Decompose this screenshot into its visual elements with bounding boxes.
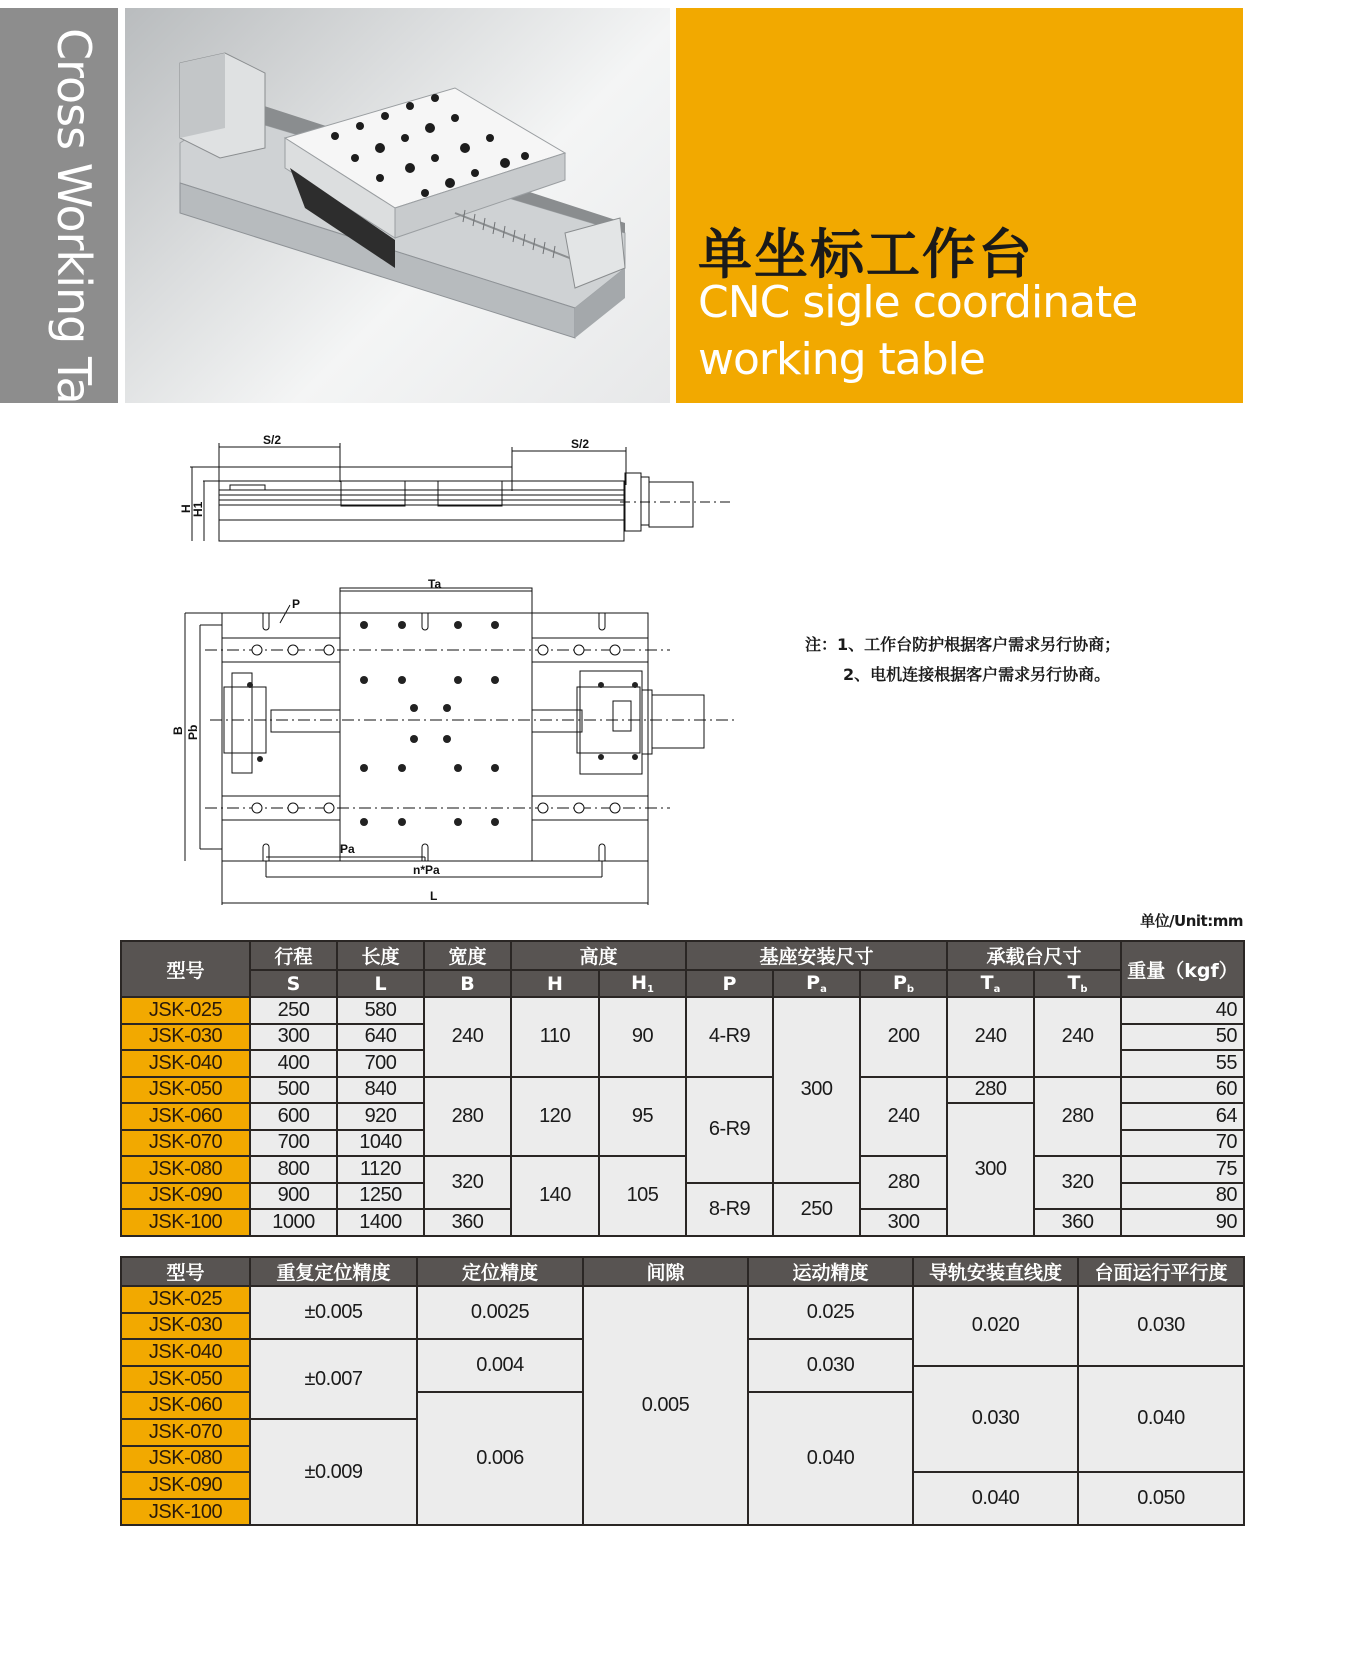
cell-s: 900	[250, 1183, 337, 1210]
cell-h1: 105	[599, 1156, 686, 1236]
cell-b: 240	[424, 997, 511, 1077]
cell-motion: 0.030	[748, 1339, 913, 1392]
cell-model: JSK-025	[121, 1286, 250, 1313]
col-weight: 重量（kgf）	[1121, 941, 1244, 997]
cell-parallel: 0.030	[1078, 1286, 1244, 1366]
col-stroke: 行程	[250, 941, 337, 970]
cell-model: JSK-030	[121, 1313, 250, 1340]
col-base-mount: 基座安装尺寸	[686, 941, 947, 970]
col-tb: $T_b$	[1034, 970, 1121, 997]
cell-s: 1000	[250, 1209, 337, 1236]
col-pa: $P_a$	[773, 970, 860, 997]
cell-repeat: ±0.009	[250, 1419, 417, 1525]
cell-tb: 240	[1034, 997, 1121, 1077]
cell-h: 110	[511, 997, 599, 1077]
cell-weight: 40	[1121, 997, 1244, 1024]
table-row	[121, 1156, 1244, 1183]
col-parallelism: 台面运行平行度	[1078, 1257, 1244, 1286]
col-rail-straightness: 导轨安装直线度	[913, 1257, 1078, 1286]
cell-parallel: 0.050	[1078, 1472, 1244, 1525]
title-en	[698, 274, 1137, 388]
cell-ta: 280	[947, 1077, 1034, 1104]
cell-pb: 300	[860, 1209, 947, 1236]
cell-weight: 60	[1121, 1077, 1244, 1104]
cell-h: 140	[511, 1156, 599, 1236]
cell-ta: 240	[947, 997, 1034, 1077]
cell-p: 4-R9	[686, 997, 773, 1077]
cell-p: 6-R9	[686, 1077, 773, 1183]
col-h: H	[511, 970, 599, 997]
cell-tb: 280	[1034, 1077, 1121, 1157]
cell-weight: 64	[1121, 1103, 1244, 1130]
cell-model: JSK-070	[121, 1130, 250, 1157]
cell-model: JSK-100	[121, 1499, 250, 1526]
col-repeat-accuracy: 重复定位精度	[250, 1257, 417, 1286]
dim-p: P	[292, 597, 301, 611]
dim-b: B	[171, 726, 185, 735]
cell-s: 800	[250, 1156, 337, 1183]
col-width: 宽度	[424, 941, 511, 970]
cell-l: 640	[337, 1024, 424, 1051]
top-view	[171, 577, 735, 905]
table-row	[121, 1077, 1244, 1104]
cell-weight: 55	[1121, 1050, 1244, 1077]
cell-model: JSK-060	[121, 1103, 250, 1130]
cell-repeat: ±0.007	[250, 1339, 417, 1419]
col-h1: $H_1$	[599, 970, 686, 997]
cell-l: 1040	[337, 1130, 424, 1157]
accuracy-table	[120, 1256, 1245, 1526]
working-table-photo-icon	[125, 8, 670, 403]
cell-b: 360	[424, 1209, 511, 1236]
cell-rail: 0.040	[913, 1472, 1078, 1525]
cell-model: JSK-070	[121, 1419, 250, 1446]
col-l: L	[337, 970, 424, 997]
col-pb: $P_b$	[860, 970, 947, 997]
cell-l: 1250	[337, 1183, 424, 1210]
unit-label: 单位/Unit:mm	[1140, 912, 1243, 930]
side-label: Cross Working Table	[47, 28, 101, 471]
cell-model: JSK-040	[121, 1339, 250, 1366]
dim-h1: H1	[191, 501, 205, 517]
cell-weight: 80	[1121, 1183, 1244, 1210]
cell-position: 0.004	[417, 1339, 583, 1392]
cell-s: 300	[250, 1024, 337, 1051]
cell-tb: 320	[1034, 1156, 1121, 1209]
title-en-line1: CNC sigle coordinate	[698, 277, 1138, 328]
cell-l: 700	[337, 1050, 424, 1077]
cell-pa: 300	[773, 997, 860, 1183]
col-ta: $T_a$	[947, 970, 1034, 997]
cell-model: JSK-060	[121, 1392, 250, 1419]
cell-h1: 90	[599, 997, 686, 1077]
cell-position: 0.006	[417, 1392, 583, 1525]
cell-tb: 360	[1034, 1209, 1121, 1236]
cell-s: 600	[250, 1103, 337, 1130]
col-model: 型号	[121, 941, 250, 997]
col-motion-accuracy: 运动精度	[748, 1257, 913, 1286]
cell-model: JSK-040	[121, 1050, 250, 1077]
spec-table	[120, 940, 1245, 1237]
cell-model: JSK-030	[121, 1024, 250, 1051]
cell-repeat: ±0.005	[250, 1286, 417, 1339]
cell-weight: 75	[1121, 1156, 1244, 1183]
cell-l: 840	[337, 1077, 424, 1104]
table-row	[121, 997, 1244, 1024]
cell-model: JSK-080	[121, 1446, 250, 1473]
side-band	[0, 8, 118, 471]
col-b: B	[424, 970, 511, 997]
title-cn: 单坐标工作台	[698, 223, 1034, 286]
product-photo	[125, 8, 670, 403]
cell-s: 400	[250, 1050, 337, 1077]
cell-model: JSK-025	[121, 997, 250, 1024]
cell-l: 1120	[337, 1156, 424, 1183]
cell-b: 280	[424, 1077, 511, 1157]
cell-h1: 95	[599, 1077, 686, 1157]
col-p: P	[686, 970, 773, 997]
col-backlash: 间隙	[583, 1257, 748, 1286]
col-carriage: 承载台尺寸	[947, 941, 1121, 970]
cell-weight: 90	[1121, 1209, 1244, 1236]
cell-model: JSK-090	[121, 1472, 250, 1499]
cell-s: 700	[250, 1130, 337, 1157]
cell-p: 8-R9	[686, 1183, 773, 1236]
cell-l: 1400	[337, 1209, 424, 1236]
col-s: S	[250, 970, 337, 997]
cell-position: 0.0025	[417, 1286, 583, 1339]
dim-n-pa: n*Pa	[413, 863, 440, 877]
cell-h: 120	[511, 1077, 599, 1157]
table-row	[121, 1286, 1244, 1313]
cell-parallel: 0.040	[1078, 1366, 1244, 1472]
cell-model: JSK-050	[121, 1366, 250, 1393]
col-height: 高度	[511, 941, 686, 970]
cell-weight: 50	[1121, 1024, 1244, 1051]
technical-drawing	[160, 425, 760, 920]
cell-pb: 240	[860, 1077, 947, 1157]
cell-model: JSK-100	[121, 1209, 250, 1236]
dim-l: L	[430, 889, 438, 903]
cell-pa: 250	[773, 1183, 860, 1236]
cell-rail: 0.020	[913, 1286, 1078, 1366]
side-view	[179, 433, 732, 541]
title-en-line2: working table	[698, 334, 985, 385]
note-line-2: 2、电机连接根据客户需求另行协商。	[843, 665, 1111, 684]
notes	[805, 630, 1120, 690]
cell-backlash: 0.005	[583, 1286, 748, 1525]
cell-s: 500	[250, 1077, 337, 1104]
cell-motion: 0.025	[748, 1286, 913, 1339]
col-model: 型号	[121, 1257, 250, 1286]
cell-l: 580	[337, 997, 424, 1024]
cell-motion: 0.040	[748, 1392, 913, 1525]
note-line-1: 注：1、工作台防护根据客户需求另行协商；	[805, 635, 1121, 654]
dim-h: H	[179, 504, 193, 513]
dim-s-half-left: S/2	[263, 433, 282, 447]
dim-ta: Ta	[428, 577, 442, 591]
cell-model: JSK-080	[121, 1156, 250, 1183]
col-position-accuracy: 定位精度	[417, 1257, 583, 1286]
dim-pb: Pb	[186, 724, 200, 740]
cell-rail: 0.030	[913, 1366, 1078, 1472]
cell-model: JSK-090	[121, 1183, 250, 1210]
cell-s: 250	[250, 997, 337, 1024]
cell-pb: 200	[860, 997, 947, 1077]
cell-l: 920	[337, 1103, 424, 1130]
cell-ta: 300	[947, 1103, 1034, 1236]
cell-b: 320	[424, 1156, 511, 1209]
dim-s-half-right: S/2	[571, 437, 590, 451]
cell-pb: 280	[860, 1156, 947, 1209]
dim-pa: Pa	[340, 842, 355, 856]
cell-weight: 70	[1121, 1130, 1244, 1157]
col-length: 长度	[337, 941, 424, 970]
cell-model: JSK-050	[121, 1077, 250, 1104]
